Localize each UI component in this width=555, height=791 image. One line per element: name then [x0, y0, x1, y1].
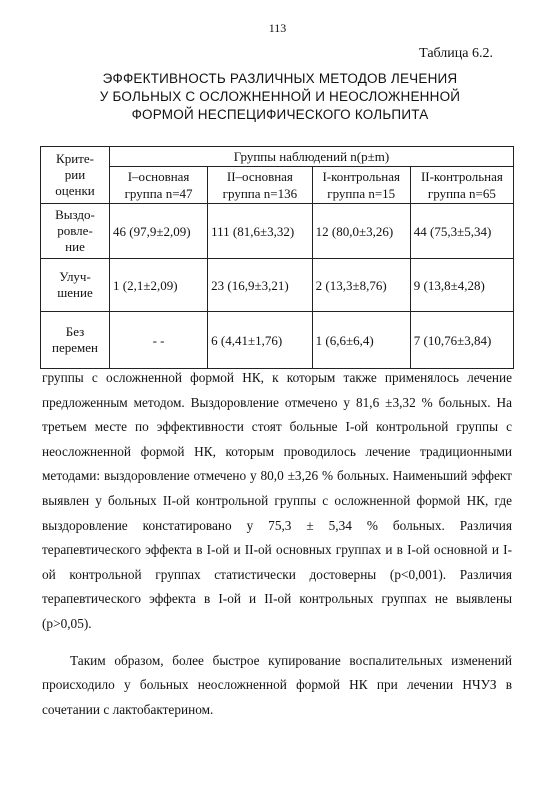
- group-subheader-row: [41, 167, 514, 204]
- criterion-text: Улуч- шение: [57, 269, 93, 300]
- groups-header: Группы наблюдений n(p±m): [110, 147, 514, 167]
- body-text: [42, 366, 512, 722]
- title-line: ФОРМОЙ НЕСПЕЦИФИЧЕСКОГО КОЛЬПИТА: [131, 107, 429, 122]
- group-name: I-контрольная: [322, 169, 400, 184]
- group-size: группа n=65: [427, 186, 496, 201]
- value-cell: 46 (97,9±2,09): [110, 204, 208, 259]
- table-label: Таблица 6.2.: [419, 46, 493, 61]
- group-size: группа n=15: [327, 186, 396, 201]
- criteria-header: [41, 147, 110, 204]
- value-cell: 12 (80,0±3,26): [312, 204, 410, 259]
- group-header: [208, 167, 313, 204]
- page-number: 113: [268, 21, 287, 35]
- results-table: [40, 146, 514, 369]
- criterion-cell: [41, 204, 110, 259]
- value-cell: 111 (81,6±3,32): [208, 204, 313, 259]
- value-cell: - -: [110, 312, 208, 369]
- title-line: ЭФФЕКТИВНОСТЬ РАЗЛИЧНЫХ МЕТОДОВ ЛЕЧЕНИЯ: [102, 71, 458, 86]
- group-name: II–основная: [226, 169, 293, 184]
- group-header: [312, 167, 410, 204]
- value-cell: 1 (6,6±6,4): [312, 312, 410, 369]
- group-header: [410, 167, 513, 204]
- table-row: [41, 312, 514, 369]
- criteria-header-text: Крите- рии оценки: [55, 151, 95, 198]
- table-header-row: [41, 147, 514, 167]
- criterion-cell: [41, 312, 110, 369]
- value-cell: 7 (10,76±3,84): [410, 312, 513, 369]
- criterion-text: Выздо- ровле- ние: [55, 207, 95, 254]
- criterion-cell: [41, 259, 110, 312]
- value-cell: 2 (13,3±8,76): [312, 259, 410, 312]
- paragraph: Таким образом, более быстрое купирование воспалительных изменений происходило у больных неосложненной формой НК при лечении НЧУЗ в сочетании с лактобактерином.: [42, 652, 512, 717]
- criterion-text: Без перемен: [52, 324, 98, 355]
- table-row: [41, 259, 514, 312]
- table-title: [60, 70, 500, 124]
- paragraph: группы с осложненной формой НК, к которым также применялось лечение предложенным методом. Выздоровление отмечено у 81,6 ±3,32 % больных. На третьем месте по эффективности стоят больные I-ой контрольной группы с неосложненной формой НК, которым проводилось лечение традиционными методами: выздоровление отмечено у 80,0 ±3,26 % больных. Наименьший эффект выявлен у больных II-ой контрольной группы с осложненной формой НК, где выздоровление констатировано у 75,3 ± 5,34 % больных. Различия терапевтического эффекта в I-ой и II-ой основных группах и в I-ой основной и I-ой контрольной группах статистически достоверны (р<0,001). Различия терапевтического эффекта в I-ой и II-ой контрольных группах не выявлены (р>0,05).: [42, 370, 512, 631]
- group-header: [110, 167, 208, 204]
- group-size: группа n=47: [124, 186, 193, 201]
- title-line: У БОЛЬНЫХ С ОСЛОЖНЕННОЙ И НЕОСЛОЖНЕННОЙ: [99, 89, 461, 104]
- group-name: II-контрольная: [420, 169, 503, 184]
- group-size: группа n=136: [222, 186, 298, 201]
- value-cell: 23 (16,9±3,21): [208, 259, 313, 312]
- value-cell: 1 (2,1±2,09): [110, 259, 208, 312]
- value-cell: 9 (13,8±4,28): [410, 259, 513, 312]
- value-cell: 6 (4,41±1,76): [208, 312, 313, 369]
- value-cell: 44 (75,3±5,34): [410, 204, 513, 259]
- group-name: I–основная: [127, 169, 190, 184]
- table-row: [41, 204, 514, 259]
